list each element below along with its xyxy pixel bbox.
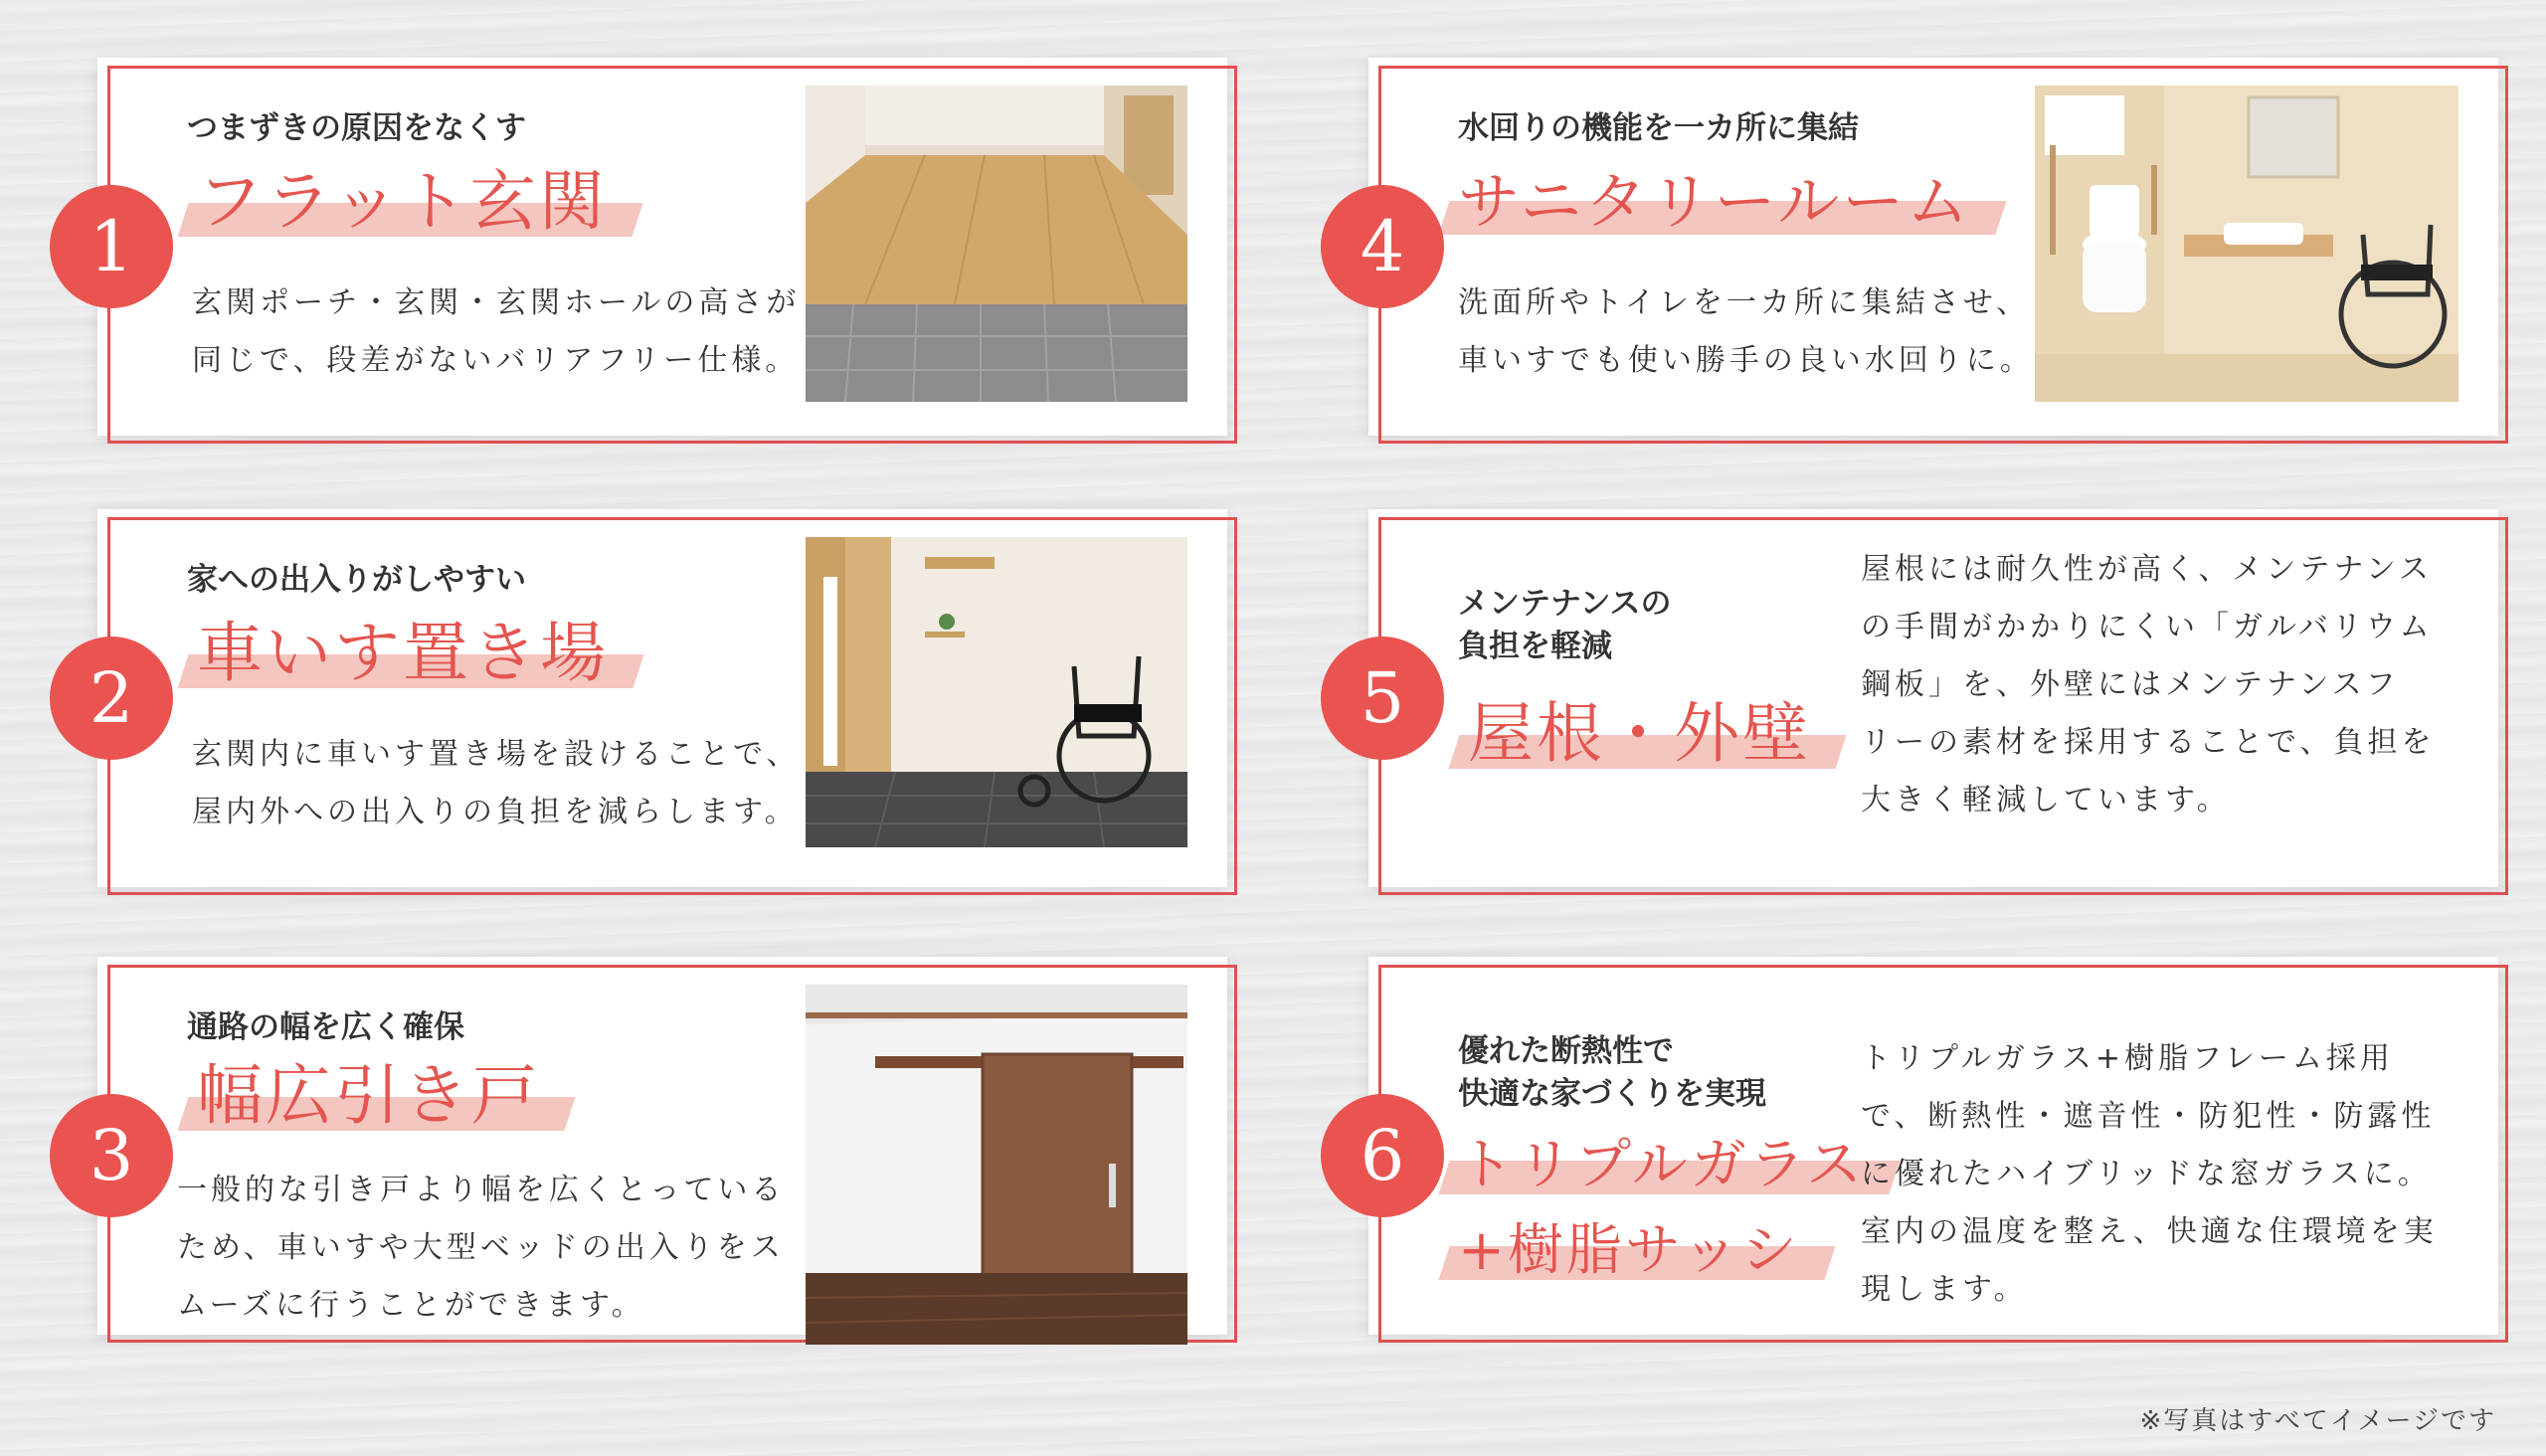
- feature-card-2: [89, 509, 1227, 887]
- feature-title-line-1: トリプルガラス: [1458, 1133, 1866, 1197]
- sanitary-room-photo: [2035, 86, 2458, 402]
- feature-title-wrap: [197, 614, 609, 692]
- feature-number-badge: 2: [50, 637, 173, 760]
- feature-title: 車いす置き場: [197, 615, 609, 691]
- feature-description: 屋根には耐久性が高く、メンテナンス の手間がかかりにくい「ガルバリウム 鋼板」を、外壁にはメンテナンスフ リーの素材を採用することで、負担を 大きく軽減しています。: [1861, 552, 2436, 818]
- feature-title: サニタリールーム: [1458, 165, 1972, 238]
- feature-description: トリプルガラス+樹脂フレーム採用 で、断熱性・遮音性・防犯性・防露性 に優れたハイブリッドな窓ガラスに。 室内の温度を整え、快適な住環境を実 現します。: [1861, 1041, 2438, 1307]
- feature-title: フラット玄関: [197, 163, 608, 240]
- flat-entrance-photo: [806, 86, 1187, 402]
- feature-subtitle: つまずきの原因をなくす: [187, 110, 526, 146]
- feature-number-badge: 4: [1321, 185, 1444, 308]
- feature-title-wrap: [197, 162, 608, 241]
- feature-title-wrap-line-2: [1458, 1217, 1800, 1284]
- feature-subtitle: 水回りの機能を一カ所に集結: [1458, 110, 1859, 146]
- feature-title-wrap: [1468, 694, 1811, 773]
- feature-number-badge: 5: [1321, 637, 1444, 760]
- feature-description: 洗面所やトイレを一カ所に集結させ、 車いすでも使い勝手の良い水回りに。: [1458, 285, 2034, 378]
- photo-disclaimer: ※写真はすべてイメージです: [2139, 1406, 2496, 1436]
- feature-description: 一般的な引き戸より幅を広くとっている ため、車いすや大型ベッドの出入りをス ムーズに行うことができます。: [177, 1173, 786, 1323]
- feature-number-badge: 6: [1321, 1094, 1444, 1217]
- feature-number-badge: 1: [50, 185, 173, 308]
- feature-subtitle: 優れた断熱性で 快適な家づくりを実現: [1458, 1033, 1766, 1113]
- feature-title-wrap: [1458, 165, 1971, 239]
- feature-title-line-2: +樹脂サッシ: [1458, 1218, 1800, 1283]
- feature-card-6: [1360, 957, 2498, 1335]
- feature-subtitle: メンテナンスの 負担を軽減: [1458, 586, 1672, 665]
- feature-subtitle: 通路の幅を広く確保: [187, 1009, 464, 1045]
- wheelchair-storage-photo: [806, 537, 1187, 847]
- feature-number-badge: 3: [50, 1094, 173, 1217]
- feature-card-3: [89, 957, 1227, 1335]
- feature-card-1: [89, 58, 1227, 436]
- feature-title-wrap-line-1: [1458, 1132, 1865, 1198]
- sliding-door-photo: [806, 985, 1187, 1345]
- feature-title: 屋根・外壁: [1468, 695, 1811, 772]
- feature-description: 玄関ポーチ・玄関・玄関ホールの高さが 同じで、段差がないバリアフリー仕様。: [192, 285, 801, 378]
- feature-subtitle: 家への出入りがしやすい: [187, 562, 526, 598]
- feature-title-wrap: [197, 1056, 540, 1135]
- feature-card-4: [1360, 58, 2498, 436]
- feature-description: 玄関内に車いす置き場を設けることで、 屋内外への出入りの負担を減らします。: [192, 737, 801, 829]
- feature-title: 幅広引き戸: [197, 1057, 540, 1134]
- feature-card-5: [1360, 509, 2498, 887]
